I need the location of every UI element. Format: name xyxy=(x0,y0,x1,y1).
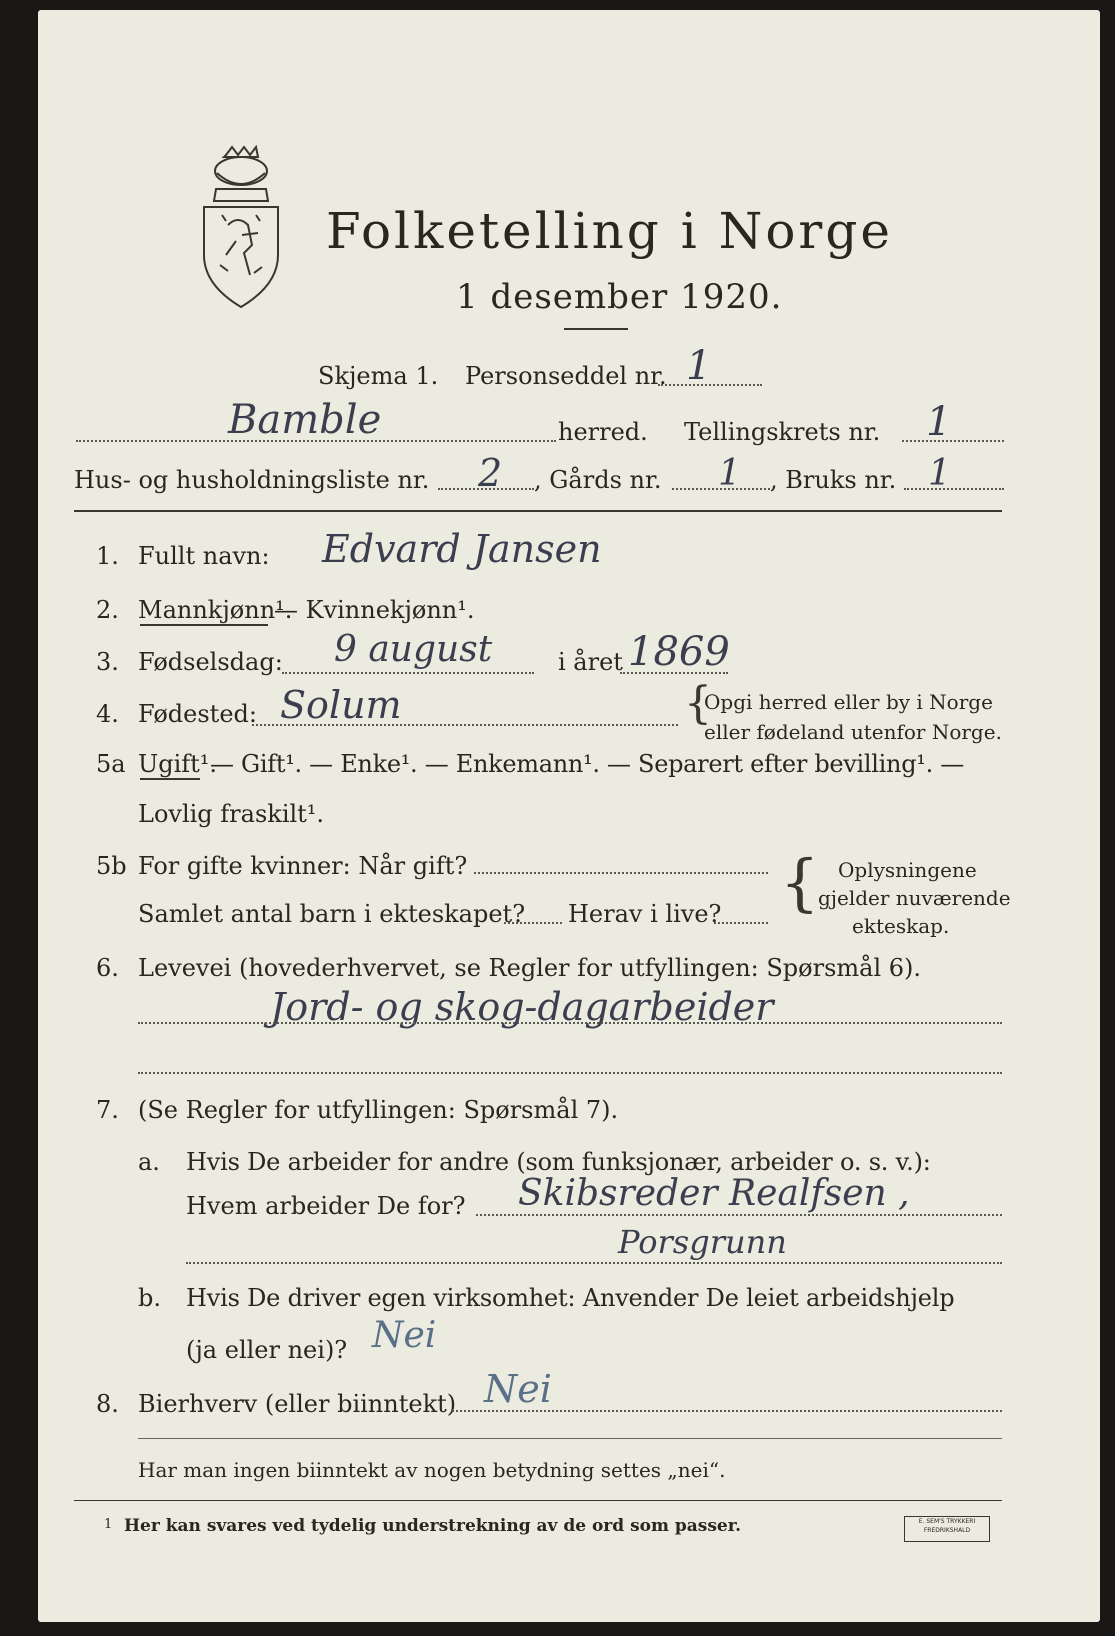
bruks-line xyxy=(904,488,1004,490)
footnote-mark: 1 xyxy=(104,1517,113,1532)
q5a-underline xyxy=(140,778,200,780)
q5b-line2a-dots xyxy=(504,922,562,924)
q4-note-2: eller fødeland utenfor Norge. xyxy=(704,720,1002,744)
q7a-line1: Hvis De arbeider for andre (som funksjonær, arbeider o. s. v.): xyxy=(186,1148,931,1176)
q2-mann: Mannkjønn¹. xyxy=(138,596,293,624)
q7a-line2-dots xyxy=(476,1214,1002,1216)
q5a-line2: Lovlig fraskilt¹. xyxy=(138,800,325,828)
q4-brace: { xyxy=(684,678,712,729)
gards-label: , Gårds nr. xyxy=(534,466,662,494)
q5b-line1-dots xyxy=(474,872,768,874)
header-rule xyxy=(74,510,1002,512)
q1-label: Fullt navn: xyxy=(138,542,270,570)
footnote-rule xyxy=(74,1500,1002,1501)
q2-rest: — Kvinnekjønn¹. xyxy=(274,596,475,624)
q6-line-2 xyxy=(138,1072,1002,1074)
q5b-number: 5b xyxy=(96,852,127,880)
q5a-ugift: Ugift¹. xyxy=(138,750,218,778)
q5b-line2b-dots xyxy=(714,922,768,924)
stamp-line-1: E. SEM'S TRYKKERI xyxy=(918,1518,976,1525)
footer-rule xyxy=(138,1438,1002,1439)
printer-stamp xyxy=(904,1516,990,1542)
norway-coat-of-arms-icon xyxy=(198,145,284,311)
q7a-value-2: Porsgrunn xyxy=(618,1223,787,1261)
q5b-note-2: gjelder nuværende xyxy=(818,886,1011,910)
skjema-label: Skjema 1. xyxy=(318,362,439,390)
census-date: 1 desember 1920. xyxy=(456,277,783,317)
q8-label: Bierhverv (eller biinntekt) xyxy=(138,1390,457,1418)
q5b-note-3: ekteskap. xyxy=(852,914,950,938)
q7-number: 7. xyxy=(96,1096,119,1124)
q7b-letter: b. xyxy=(138,1284,161,1312)
gards-value: 1 xyxy=(718,453,741,494)
q6-number: 6. xyxy=(96,954,119,982)
q3-line xyxy=(282,672,534,674)
herred-value: Bamble xyxy=(228,397,382,443)
q2-number: 2. xyxy=(96,596,119,624)
q4-number: 4. xyxy=(96,700,119,728)
q3-number: 3. xyxy=(96,648,119,676)
q8-value: Nei xyxy=(484,1367,552,1411)
q5b-note-1: Oplysningene xyxy=(838,858,977,882)
q7b-line1: Hvis De driver egen virksomhet: Anvender De leiet arbeidshjelp xyxy=(186,1284,955,1312)
q6-line-1 xyxy=(138,1022,1002,1024)
q1-value: Edvard Jansen xyxy=(322,527,602,571)
q3-label: Fødselsdag: xyxy=(138,648,283,676)
q7a-line2: Hvem arbeider De for? xyxy=(186,1192,466,1220)
title-divider xyxy=(564,328,628,330)
q2-underline xyxy=(140,624,268,626)
q8-number: 8. xyxy=(96,1390,119,1418)
q7b-line2: (ja eller nei)? xyxy=(186,1336,348,1364)
q3-value: 9 august xyxy=(334,629,493,670)
stamp-line-2: FREDRIKSHALD xyxy=(923,1527,971,1534)
q4-value: Solum xyxy=(280,683,402,727)
q7a-value-1: Skibsreder Realfsen , xyxy=(518,1173,910,1214)
q5b-brace: { xyxy=(780,846,820,919)
q1-number: 1. xyxy=(96,542,119,570)
personseddel-value: 1 xyxy=(686,343,712,389)
herred-label: herred. xyxy=(558,418,648,446)
footnote-text: Her kan svares ved tydelig understrekning av de ord som passer. xyxy=(124,1516,742,1536)
q4-note-1: Opgi herred eller by i Norge xyxy=(704,690,993,714)
q4-label: Fødested: xyxy=(138,700,257,728)
q7-label: (Se Regler for utfyllingen: Spørsmål 7). xyxy=(138,1096,619,1124)
tellingskrets-line xyxy=(902,440,1004,442)
q6-label: Levevei (hovederhvervet, se Regler for utfyllingen: Spørsmål 6). xyxy=(138,954,922,982)
form-title: Folketelling i Norge xyxy=(326,202,893,260)
bruks-label: , Bruks nr. xyxy=(770,466,897,494)
hus-value: 2 xyxy=(478,451,503,495)
tellingskrets-value: 1 xyxy=(926,399,952,445)
q5b-line2b: Herav i live? xyxy=(568,900,722,928)
q7a-letter: a. xyxy=(138,1148,160,1176)
q5b-line2a: Samlet antal barn i ekteskapet? xyxy=(138,900,526,928)
q3-year-value: 1869 xyxy=(628,629,730,675)
q6-value: Jord- og skog-dagarbeider xyxy=(270,985,774,1029)
q7a-line3-dots xyxy=(186,1262,1002,1264)
tellingskrets-label: Tellingskrets nr. xyxy=(684,418,881,446)
census-form xyxy=(38,10,1100,1622)
q7b-value: Nei xyxy=(372,1315,437,1356)
personseddel-label: Personseddel nr. xyxy=(465,362,667,390)
hus-label: Hus- og husholdningsliste nr. xyxy=(74,466,430,494)
footer-note: Har man ingen biinntekt av nogen betydning settes „nei“. xyxy=(138,1458,726,1482)
q5a-rest: — Gift¹. — Enke¹. — Enkemann¹. — Separert efter bevilling¹. — xyxy=(210,750,964,778)
q3-year-label: i året xyxy=(558,648,623,676)
bruks-value: 1 xyxy=(928,453,951,494)
q5a-number: 5a xyxy=(96,750,126,778)
q5b-line1: For gifte kvinner: Når gift? xyxy=(138,852,468,880)
